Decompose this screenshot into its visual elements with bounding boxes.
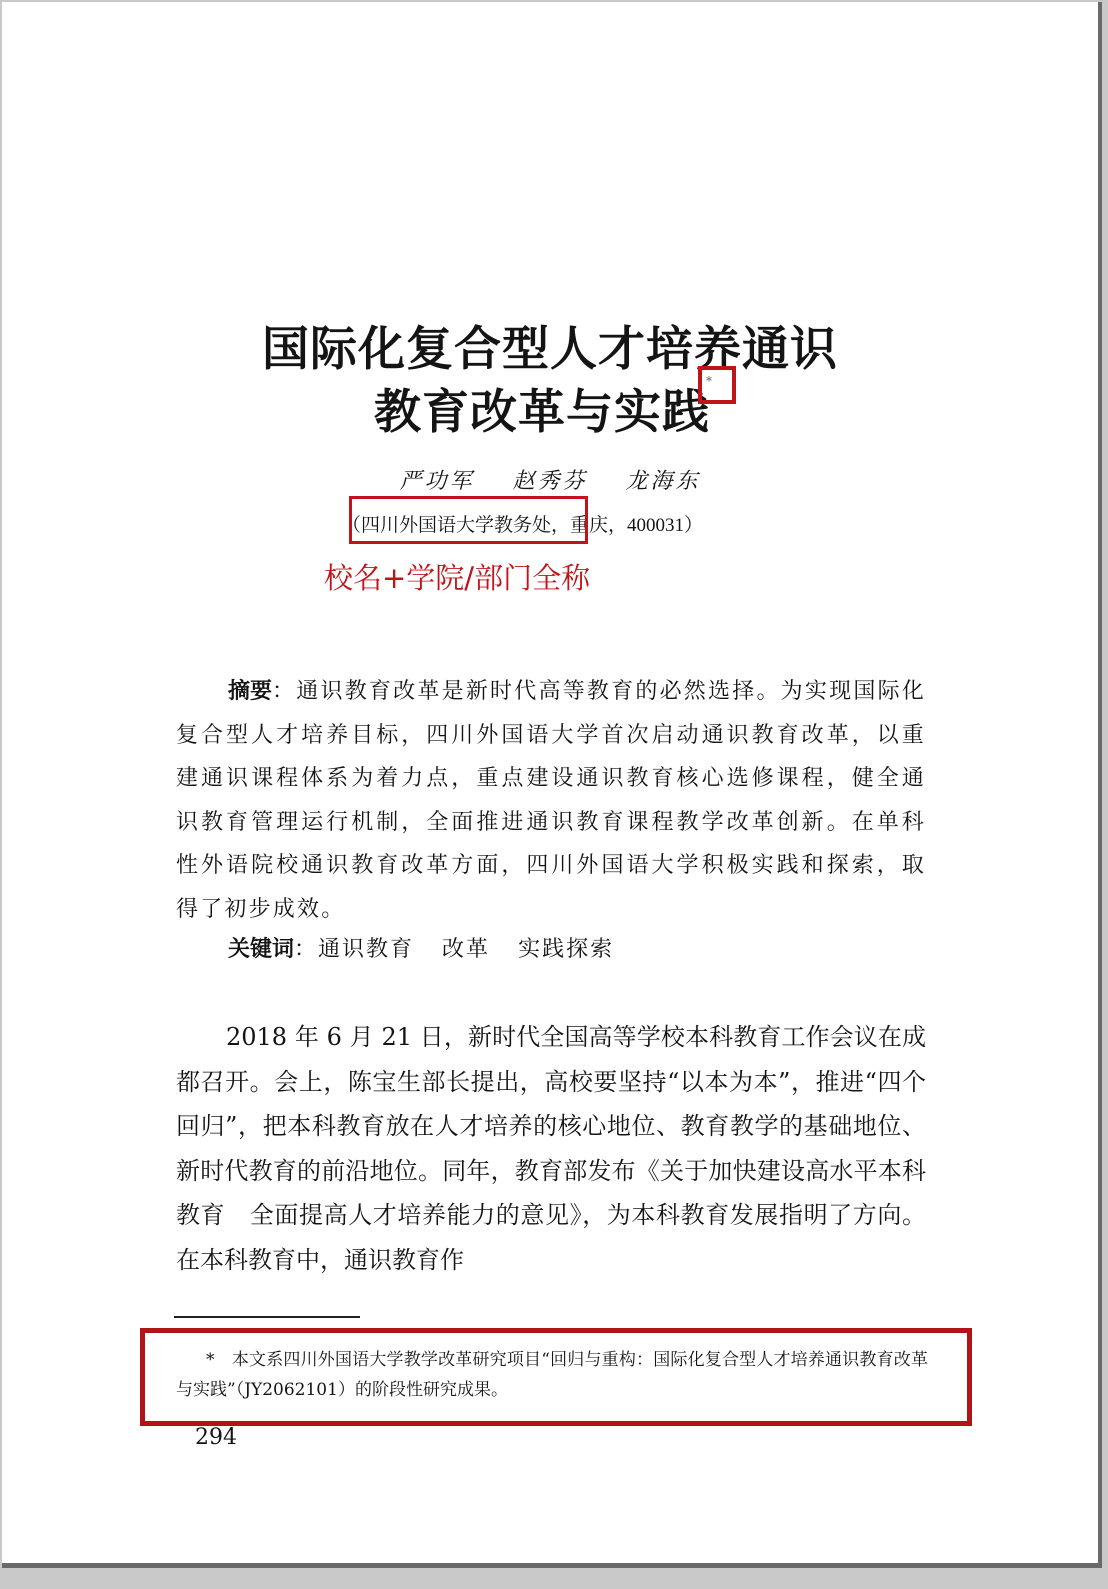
body-text [176,1015,926,1282]
keyword: 实践探索 [518,937,615,962]
affiliation-open: （ [342,515,362,536]
affiliation-location: ，重庆，400031） [551,515,704,536]
title-line-1: 国际化复合型人才培养通识 [262,322,838,377]
keyword: 通识教育 [318,937,415,962]
annotation-label: 校名+学院/部门全称 [324,561,591,595]
highlight-box-affiliation [349,496,588,544]
footnote-divider [174,1316,360,1318]
abstract-text: ：通识教育改革是新时代高等教育的必然选择。为实现国际化复合型人才培养目标，四川外国语大学首次启动通识教育改革，以重建通识课程体系为着力点，重点建设通识教育核心选修课程，健全通识教育管理运行机制，全面推进通识教育课程教学改革创新。在单科性外语院校通识教育改革方面，四川外国语大学积极实践和探索，取得了初步成效。 [176,679,926,922]
page-number: 294 [195,1425,237,1450]
author-list [2,464,1098,495]
keywords [228,932,642,963]
footnote [176,1345,928,1405]
keyword: 改革 [442,937,491,962]
keywords-label: 关键词 [228,937,295,962]
document-page [2,2,1102,1568]
abstract [176,670,926,931]
highlight-box-footnote-mark [698,366,736,404]
affiliation-institution: 四川外国语大学教务处 [361,515,552,536]
abstract-label: 摘要 [228,679,273,704]
author-name: 龙海东 [625,469,701,494]
footnote-text: * 本文系四川外国语大学教学改革研究项目“回归与重构：国际化复合型人才培养通识教育改革与实践”（JY2062101）的阶段性研究成果。 [176,1350,928,1400]
author-name: 赵秀芬 [512,469,588,494]
keywords-sep: ： [294,937,319,962]
title-line-2: 教育改革与实践 [374,385,710,440]
body-paragraph: 2018 年 6 月 21 日，新时代全国高等学校本科教育工作会议在成都召开。会上，陈宝生部长提出，高校要坚持“以本为本”，推进“四个回归”，把本科教育放在人才培养的核心地位、教育教学的基础地位、新时代教育的前沿地位。同年，教育部发布《关于加快建设高水平本科教育 全面提高人才培养能力的意见》，为本科教育发展指明了方向。在本科教育中，通识教育作 [176,1023,926,1274]
title-footnote-mark: * [706,374,712,388]
author-name: 严功军 [399,469,475,494]
